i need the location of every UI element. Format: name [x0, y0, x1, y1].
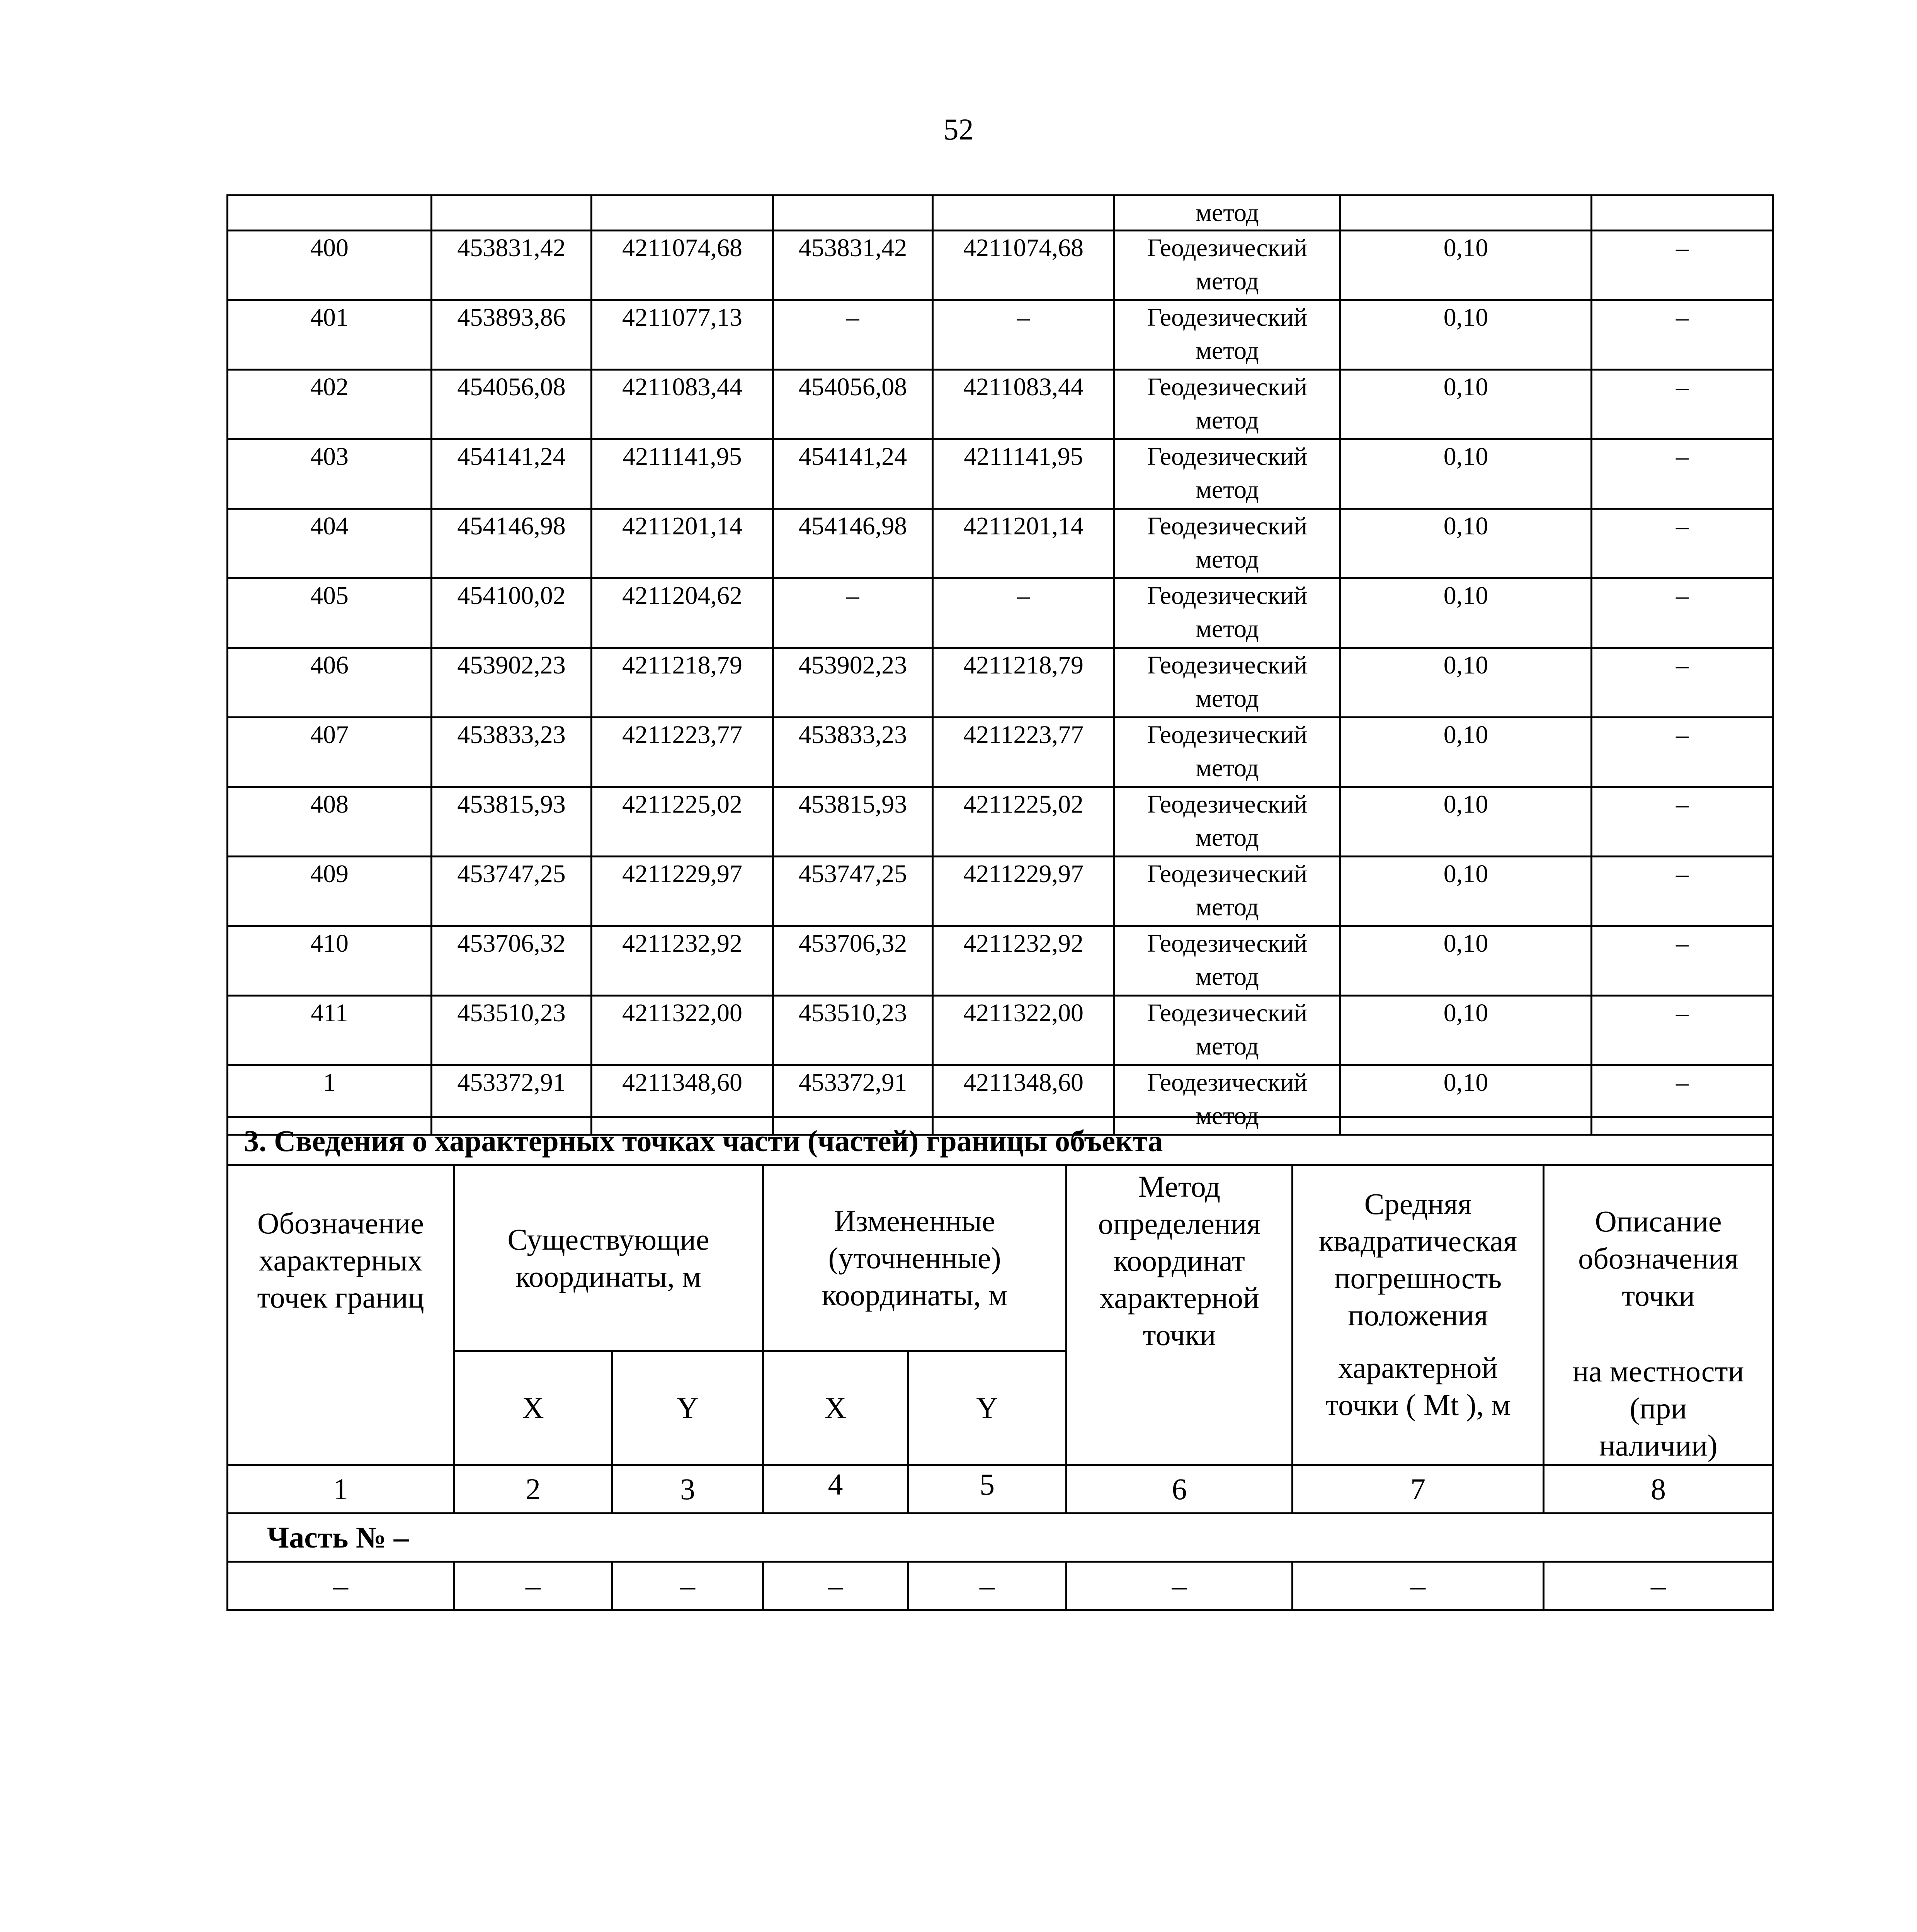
accuracy-cell: 0,10 [1340, 996, 1592, 1065]
table-row [228, 231, 1773, 300]
point-cell: 409 [228, 857, 432, 926]
x-changed-cell: 453510,23 [773, 996, 933, 1065]
x-changed-cell: 453747,25 [773, 857, 933, 926]
column-number: 1 [228, 1465, 454, 1514]
table-row [228, 787, 1773, 857]
method-line-2: метод [1196, 545, 1259, 573]
column-number: 3 [612, 1465, 763, 1514]
y-existing-cell: 4211322,00 [592, 996, 773, 1065]
method-cell [1114, 718, 1340, 787]
x-changed-cell: – [773, 300, 933, 370]
point-cell: 404 [228, 509, 432, 578]
method-cell [1114, 509, 1340, 578]
y-existing-cell: 4211141,95 [592, 439, 773, 509]
method-line-1: Геодезический [1147, 582, 1308, 610]
x-changed-cell: 453815,93 [773, 787, 933, 857]
table-row [228, 370, 1773, 439]
method-cell: метод [1196, 199, 1259, 227]
header-accuracy: Средняя квадратическая погрешность положения характерной точки ( Mt ), м [1293, 1165, 1544, 1465]
description-cell: – [1592, 231, 1773, 300]
point-cell: 408 [228, 787, 432, 857]
table-row [228, 300, 1773, 370]
y-changed-cell: – [933, 578, 1114, 648]
method-cell [1114, 996, 1340, 1065]
point-cell: 406 [228, 648, 432, 718]
table-row [228, 1562, 1773, 1610]
column-number: 5 [908, 1465, 1067, 1514]
method-line-2: метод [1196, 267, 1259, 295]
description-cell: – [1592, 1065, 1773, 1135]
accuracy-cell: 0,10 [1340, 926, 1592, 996]
y-changed-cell: 4211218,79 [933, 648, 1114, 718]
y-existing-cell: 4211223,77 [592, 718, 773, 787]
dash-cell: – [1293, 1562, 1544, 1610]
x-existing-cell: 453706,32 [432, 926, 592, 996]
y-existing-cell: 4211232,92 [592, 926, 773, 996]
x-existing-cell: 454141,24 [432, 439, 592, 509]
method-line-1: Геодезический [1147, 373, 1308, 401]
column-number: 2 [454, 1465, 612, 1514]
table-row [228, 648, 1773, 718]
description-cell: – [1592, 578, 1773, 648]
description-cell: – [1592, 787, 1773, 857]
method-line-1: Геодезический [1147, 790, 1308, 818]
method-cell [1114, 370, 1340, 439]
table-row [228, 718, 1773, 787]
method-line-2: метод [1196, 406, 1259, 434]
y-changed-cell: 4211223,77 [933, 718, 1114, 787]
point-cell: 1 [228, 1065, 432, 1135]
y-changed-cell: 4211225,02 [933, 787, 1114, 857]
column-number: 4 [763, 1465, 908, 1514]
y-existing-cell: 4211204,62 [592, 578, 773, 648]
table-row-continuation [228, 196, 1773, 231]
x-existing-cell: 454100,02 [432, 578, 592, 648]
x-changed-cell: 453706,32 [773, 926, 933, 996]
method-line-2: метод [1196, 1032, 1259, 1060]
method-line-2: метод [1196, 476, 1259, 504]
y-existing-cell: 4211083,44 [592, 370, 773, 439]
page-number: 52 [943, 112, 974, 146]
accuracy-cell: 0,10 [1340, 439, 1592, 509]
table-row [228, 857, 1773, 926]
header-changed-coordinates: Измененные (уточненные) координаты, м [763, 1165, 1067, 1351]
method-line-1: Геодезический [1147, 999, 1308, 1027]
accuracy-cell: 0,10 [1340, 1065, 1592, 1135]
dash-cell: – [1067, 1562, 1293, 1610]
method-line-2: метод [1196, 1102, 1259, 1130]
header-method: Метод определения координат характерной точки [1067, 1165, 1293, 1465]
method-line-1: Геодезический [1147, 929, 1308, 957]
x-existing-cell: 453510,23 [432, 996, 592, 1065]
table-row [228, 926, 1773, 996]
header-point-designation: Обозначение характерных точек границ [228, 1165, 454, 1465]
description-cell: – [1592, 509, 1773, 578]
x-existing-cell: 453902,23 [432, 648, 592, 718]
point-cell: 405 [228, 578, 432, 648]
y-changed-cell: 4211083,44 [933, 370, 1114, 439]
x-existing-cell: 454146,98 [432, 509, 592, 578]
description-cell: – [1592, 926, 1773, 996]
accuracy-cell: 0,10 [1340, 857, 1592, 926]
y-changed-cell: 4211074,68 [933, 231, 1114, 300]
x-existing-cell: 453815,93 [432, 787, 592, 857]
accuracy-cell: 0,10 [1340, 787, 1592, 857]
part-boundary-table [226, 1116, 1774, 1611]
accuracy-cell: 0,10 [1340, 509, 1592, 578]
y-changed-cell: 4211322,00 [933, 996, 1114, 1065]
description-cell: – [1592, 996, 1773, 1065]
part-label: Часть № – [228, 1514, 1773, 1562]
x-changed-cell: 453372,91 [773, 1065, 933, 1135]
header-changed-y: Y [908, 1351, 1067, 1465]
accuracy-cell: 0,10 [1340, 231, 1592, 300]
x-changed-cell: 454056,08 [773, 370, 933, 439]
x-changed-cell: 453831,42 [773, 231, 933, 300]
column-number: 8 [1544, 1465, 1773, 1514]
y-existing-cell: 4211074,68 [592, 231, 773, 300]
x-changed-cell: 454141,24 [773, 439, 933, 509]
method-line-1: Геодезический [1147, 442, 1308, 471]
dash-cell: – [908, 1562, 1067, 1610]
accuracy-cell: 0,10 [1340, 300, 1592, 370]
y-existing-cell: 4211201,14 [592, 509, 773, 578]
x-existing-cell: 453747,25 [432, 857, 592, 926]
x-changed-cell: – [773, 578, 933, 648]
x-changed-cell: 453902,23 [773, 648, 933, 718]
description-cell: – [1592, 648, 1773, 718]
dash-cell: – [454, 1562, 612, 1610]
dash-cell: – [612, 1562, 763, 1610]
header-existing-y: Y [612, 1351, 763, 1465]
method-line-2: метод [1196, 823, 1259, 852]
column-number: 7 [1293, 1465, 1544, 1514]
table-row [228, 996, 1773, 1065]
accuracy-cell: 0,10 [1340, 648, 1592, 718]
header-existing-x: X [454, 1351, 612, 1465]
table-row [228, 509, 1773, 578]
dash-cell: – [228, 1562, 454, 1610]
point-cell: 411 [228, 996, 432, 1065]
dash-cell: – [763, 1562, 908, 1610]
method-line-2: метод [1196, 893, 1259, 921]
method-cell [1114, 648, 1340, 718]
description-cell: – [1592, 300, 1773, 370]
description-cell: – [1592, 370, 1773, 439]
table-row [228, 578, 1773, 648]
y-existing-cell: 4211077,13 [592, 300, 773, 370]
table-row [228, 439, 1773, 509]
method-cell [1114, 926, 1340, 996]
coordinates-table [226, 194, 1774, 1136]
method-line-1: Геодезический [1147, 860, 1308, 888]
point-cell: 402 [228, 370, 432, 439]
y-changed-cell: 4211229,97 [933, 857, 1114, 926]
method-cell [1114, 578, 1340, 648]
y-changed-cell: 4211201,14 [933, 509, 1114, 578]
y-changed-cell: 4211348,60 [933, 1065, 1114, 1135]
y-changed-cell: 4211232,92 [933, 926, 1114, 996]
method-line-1: Геодезический [1147, 303, 1308, 332]
point-cell: 410 [228, 926, 432, 996]
method-cell [1114, 300, 1340, 370]
y-existing-cell: 4211229,97 [592, 857, 773, 926]
x-existing-cell: 453833,23 [432, 718, 592, 787]
x-existing-cell: 453831,42 [432, 231, 592, 300]
method-cell [1114, 231, 1340, 300]
x-existing-cell: 453893,86 [432, 300, 592, 370]
y-changed-cell: – [933, 300, 1114, 370]
description-cell: – [1592, 718, 1773, 787]
point-cell: 400 [228, 231, 432, 300]
method-line-1: Геодезический [1147, 651, 1308, 679]
x-existing-cell: 453372,91 [432, 1065, 592, 1135]
y-changed-cell: 4211141,95 [933, 439, 1114, 509]
section-title: 3. Сведения о характерных точках части (частей) границы объекта [228, 1117, 1773, 1165]
method-line-1: Геодезический [1147, 234, 1308, 262]
method-line-2: метод [1196, 615, 1259, 643]
header-description: Описание обозначения точки на местности (при наличии) [1544, 1165, 1773, 1465]
method-line-1: Геодезический [1147, 1068, 1308, 1097]
y-existing-cell: 4211225,02 [592, 787, 773, 857]
point-cell: 401 [228, 300, 432, 370]
y-existing-cell: 4211218,79 [592, 648, 773, 718]
y-existing-cell: 4211348,60 [592, 1065, 773, 1135]
point-cell: 403 [228, 439, 432, 509]
accuracy-cell: 0,10 [1340, 370, 1592, 439]
method-cell [1114, 787, 1340, 857]
x-changed-cell: 454146,98 [773, 509, 933, 578]
description-cell: – [1592, 439, 1773, 509]
header-existing-coordinates: Существующие координаты, м [454, 1165, 763, 1351]
x-changed-cell: 453833,23 [773, 718, 933, 787]
method-line-2: метод [1196, 684, 1259, 713]
accuracy-cell: 0,10 [1340, 718, 1592, 787]
header-changed-x: X [763, 1351, 908, 1465]
method-line-1: Геодезический [1147, 512, 1308, 540]
column-numbers-row [228, 1465, 1773, 1514]
point-cell: 407 [228, 718, 432, 787]
description-cell: – [1592, 857, 1773, 926]
accuracy-cell: 0,10 [1340, 578, 1592, 648]
method-cell [1114, 439, 1340, 509]
dash-cell: – [1544, 1562, 1773, 1610]
method-line-2: метод [1196, 963, 1259, 991]
x-existing-cell: 454056,08 [432, 370, 592, 439]
method-line-1: Геодезический [1147, 721, 1308, 749]
method-line-2: метод [1196, 754, 1259, 782]
column-number: 6 [1067, 1465, 1293, 1514]
method-cell [1114, 857, 1340, 926]
method-line-2: метод [1196, 337, 1259, 365]
